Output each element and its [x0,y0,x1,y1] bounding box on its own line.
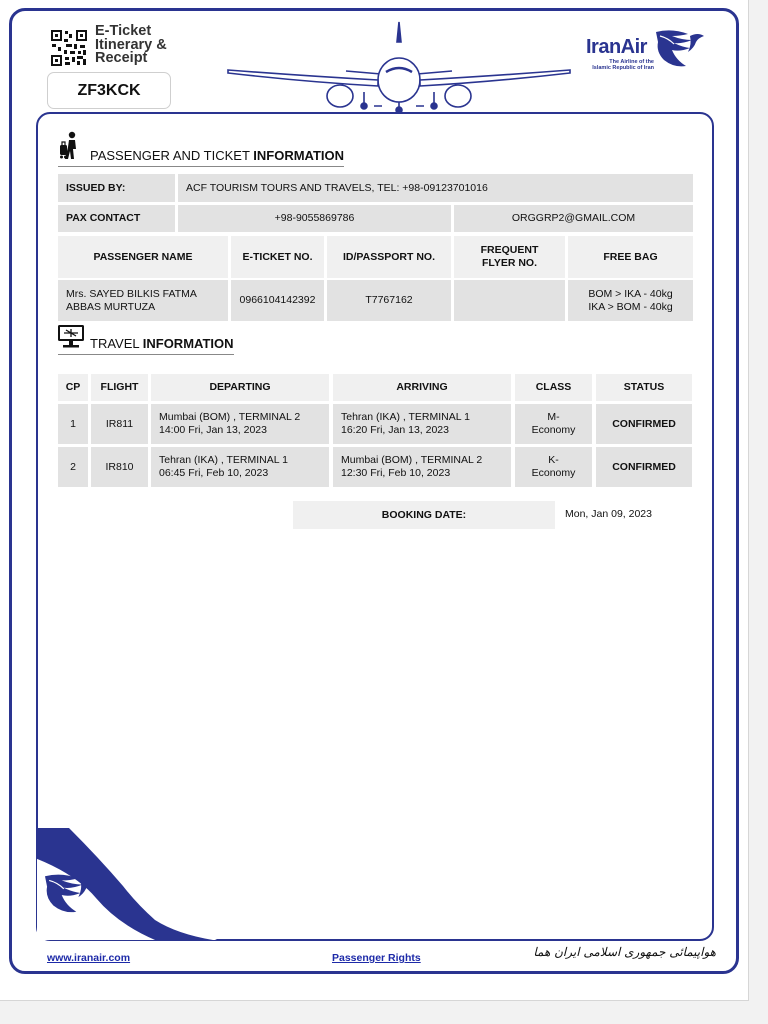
segment-cp: 1 [58,404,88,444]
persian-brand-text: هواپیمائی جمهوری اسلامی ایران هما [533,945,716,959]
website-link[interactable]: www.iranair.com [47,952,131,964]
col-flight: FLIGHT [91,374,148,401]
col-class: CLASS [515,374,592,401]
segment-flight: IR810 [91,447,148,487]
travel-section-title: TRAVEL INFORMATION [90,336,234,351]
col-passport-no: ID/PASSPORT NO. [327,236,451,278]
brand-name: IranAir [586,36,647,58]
passport-number: T7767162 [327,280,451,321]
travel-title-rule [58,354,234,355]
booking-date-label: BOOKING DATE: [293,501,555,529]
homa-bird-logo [652,26,706,72]
segment-status: CONFIRMED [596,447,692,487]
passenger-name: Mrs. SAYED BILKIS FATMA ABBAS MURTUZA [58,280,228,321]
col-free-bag: FREE BAG [568,236,693,278]
travel-desk-icon [57,324,85,350]
pax-contact-phone: +98-9055869786 [178,205,451,232]
segment-cp: 2 [58,447,88,487]
col-departing: DEPARTING [151,374,329,401]
segment-departing: Mumbai (BOM) , TERMINAL 2 14:00 Fri, Jan 13, 2023 [151,404,329,444]
segment-arriving: Tehran (IKA) , TERMINAL 1 16:20 Fri, Jan 13, 2023 [333,404,511,444]
booking-date-value: Mon, Jan 09, 2023 [565,508,652,520]
segment-departing: Tehran (IKA) , TERMINAL 1 06:45 Fri, Feb 10, 2023 [151,447,329,487]
segment-arriving: Mumbai (BOM) , TERMINAL 2 12:30 Fri, Feb 10, 2023 [333,447,511,487]
issued-by-label: ISSUED BY: [58,174,175,202]
col-eticket-no: E-TICKET NO. [231,236,324,278]
airplane-illustration [226,20,572,114]
pnr-code: ZF3KCK [47,72,171,109]
segment-class: M- Economy [515,404,592,444]
segment-flight: IR811 [91,404,148,444]
segment-status: CONFIRMED [596,404,692,444]
col-passenger-name: PASSENGER NAME [58,236,228,278]
eticket-number: 0966104142392 [231,280,324,321]
traveler-icon [58,131,82,161]
free-bag-allowance: BOM > IKA - 40kg IKA > BOM - 40kg [568,280,693,321]
passenger-rights-link[interactable]: Passenger Rights [332,952,421,964]
segment-class: K- Economy [515,447,592,487]
pax-contact-email: ORGGRP2@GMAIL.COM [454,205,693,232]
frequent-flyer-number [454,280,565,321]
col-cp: CP [58,374,88,401]
passenger-title-rule [58,166,344,167]
homa-bird-watermark [40,870,98,918]
qr-code-icon [50,29,88,67]
brand-tagline: The Airline of the Islamic Republic of Iran [592,59,654,71]
document-title: E-Ticket Itinerary & Receipt [95,23,167,66]
issued-by-value: ACF TOURISM TOURS AND TRAVELS, TEL: +98-09123701016 [178,174,693,202]
pax-contact-label: PAX CONTACT [58,205,175,232]
col-arriving: ARRIVING [333,374,511,401]
col-frequent-flyer: FREQUENT FLYER NO. [454,236,565,278]
passenger-section-title: PASSENGER AND TICKET INFORMATION [90,148,345,163]
col-status: STATUS [596,374,692,401]
